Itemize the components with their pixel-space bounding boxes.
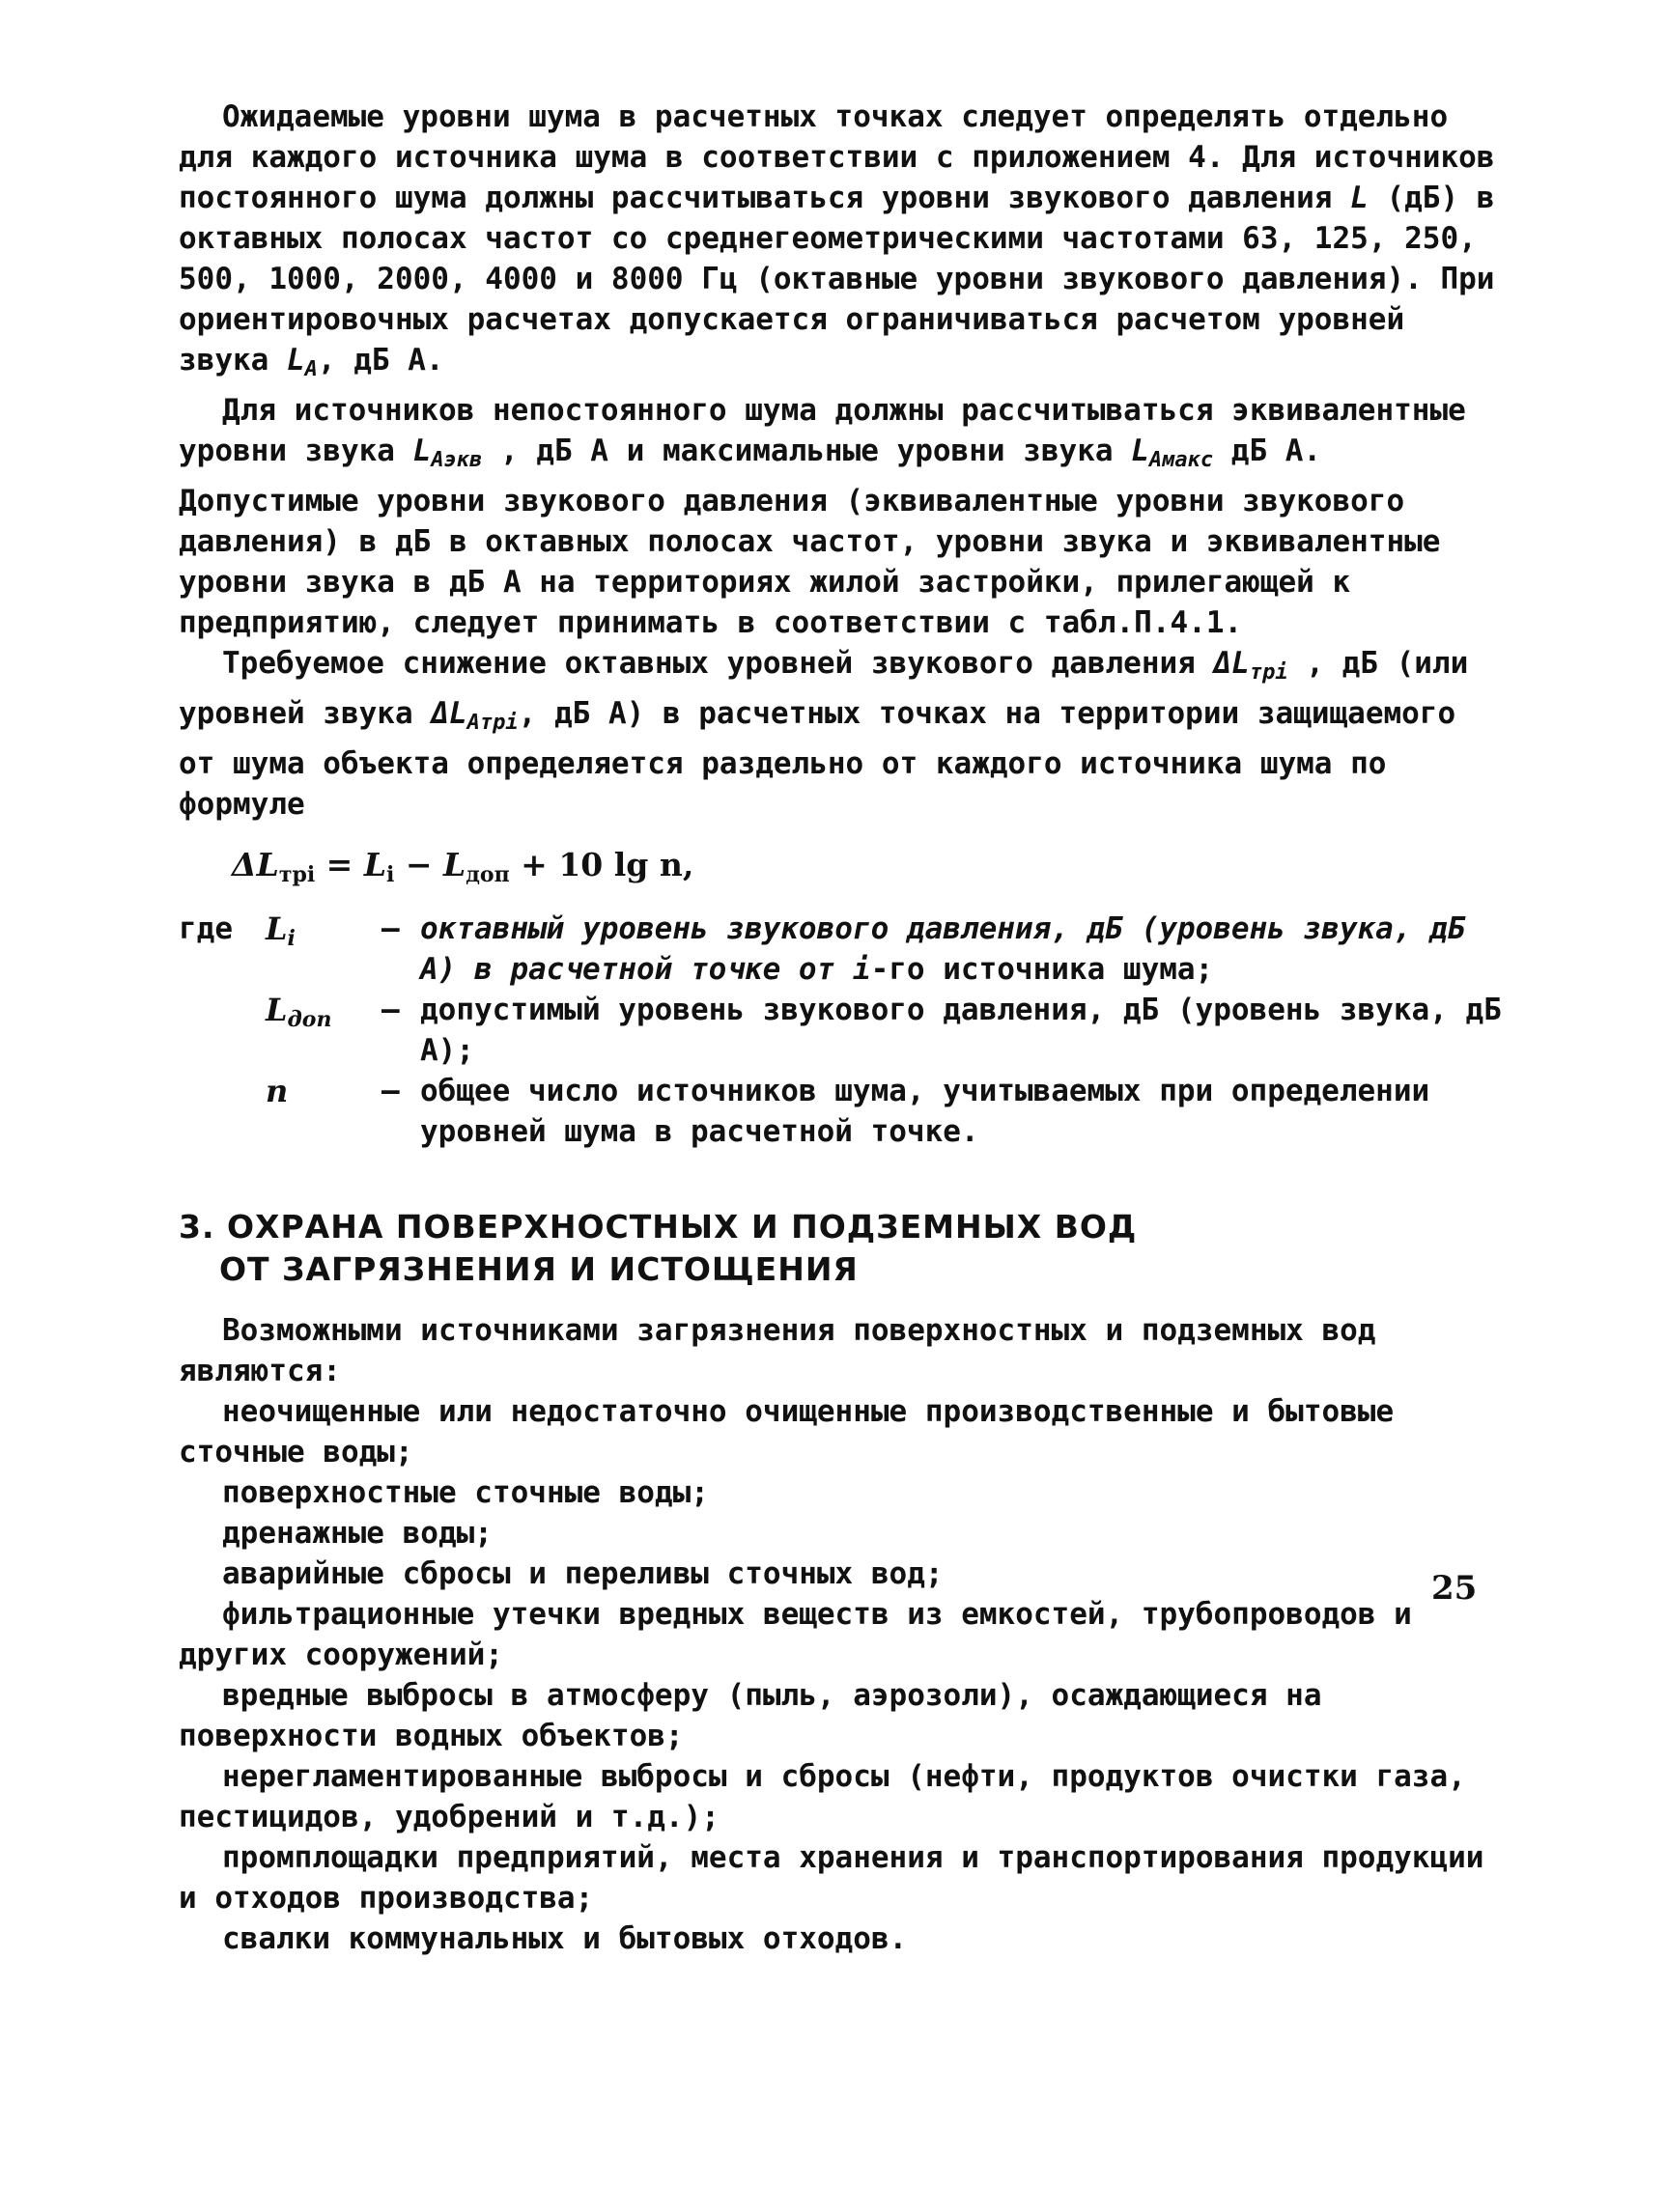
symbol-LAekv: $L_{Аэкв}$ (412, 434, 483, 472)
legend-text: общее число источников шума, учитываемых при определении уровней шума в расчетной точке. (420, 1074, 1430, 1149)
legend-label: где (179, 911, 233, 946)
pollution-sources-list (179, 1391, 1507, 1959)
symbol-dLAtri: $\Delta L_{Атрi}$ (431, 696, 519, 735)
page-number: 25 (1431, 1569, 1478, 1608)
legend-text: допустимый уровень звукового давления, дБ (уровень звука, дБ А); (420, 993, 1502, 1068)
list-item: свалки коммунальных и бытовых отходов. (222, 1921, 908, 1956)
legend-symbol: $L_i$ (266, 910, 296, 951)
symbol-L: L (1350, 181, 1369, 215)
paragraph-required-reduction: Требуемое снижение октавных уровней звукового давления $\Delta L_{трi}$ , дБ (или уровней звука $\Delta L_{Атрi}$, дБ А) в расчетных точках на территории защищаемого от шума объекта определяется раздельно от каждого источника шума по формуле (179, 646, 1469, 822)
list-item: нерегламентированные выбросы и сбросы (нефти, продуктов очистки газа, пестицидов, удобрений и т.д.); (179, 1759, 1466, 1834)
legend-row: где $L_i$ – октавный уровень звукового давления, дБ (уровень звука, дБ А) в расчетной точке от i-го источника шума; (179, 909, 1507, 990)
symbol-LA: $L_A$ (287, 343, 318, 381)
list-item: фильтрационные утечки вредных веществ из емкостей, трубопроводов и других сооружений; (179, 1597, 1412, 1672)
list-item: дренажные воды; (222, 1516, 493, 1551)
list-item: промплощадки предприятий, места хранения и транспортирования продукции и отходов производства; (179, 1840, 1484, 1916)
legend-text: октавный уровень звукового давления, дБ (уровень звука, дБ А) в расчетной точке от i-го источника шума; (420, 911, 1466, 987)
paragraph-noise-levels: Ожидаемые уровни шума в расчетных точках следует определять отдельно для каждого источника шума в соответствии с приложением 4. Для источников постоянного шума должны рассчитываться уровни звукового давления L (дБ) в октавных полосах частот со среднегеометрическими частотами 63, 125, 250, 500, 1000, 2000, 4000 и 8000 Гц (октавные уровни звукового давления). При ориентировочных расчетах допускается ограничиваться расчетом уровней звука $L_A$, дБ А. (179, 99, 1495, 381)
section-heading: 3. ОХРАНА ПОВЕРХНОСТНЫХ И ПОДЗЕМНЫХ ВОД ОТ ЗАГРЯЗНЕНИЯ И ИСТОЩЕНИЯ (179, 1208, 1138, 1288)
list-item: неочищенные или недостаточно очищенные производственные и бытовые сточные воды; (179, 1394, 1395, 1470)
legend-row: n – общее число источников шума, учитываемых при определении уровней шума в расчетной точке. (179, 1071, 1507, 1152)
legend-symbol: n (266, 1073, 289, 1109)
list-item: поверхностные сточные воды; (222, 1475, 709, 1510)
paragraph-nonconstant-noise: Для источников непостоянного шума должны рассчитываться эквивалентные уровни звука $L_{Аэкв}$ , дБ А и максимальные уровни звука $L_{Амакс}$ дБ А. Допустимые уровни звукового давления (эквивалентные уровни звукового давления) в дБ в октавных полосах частот, уровни звука и эквивалентные уровни звука в дБ А на территориях жилой застройки, прилегающей к предприятию, следует принимать в соответствии с табл.П.4.1. (179, 393, 1466, 640)
legend-row: $L_{доп}$ – допустимый уровень звукового давления, дБ (уровень звука, дБ А); (179, 990, 1507, 1071)
symbol-LAmaks: $L_{Амакс}$ (1131, 434, 1214, 472)
formula: $\Delta L_{трi} = L_i - L_{доп} + 10$ lg n, (232, 846, 694, 887)
list-item: вредные выбросы в атмосферу (пыль, аэрозоли), осаждающиеся на поверхности водных объектов; (179, 1678, 1322, 1753)
legend-symbol: $L_{доп}$ (266, 992, 332, 1032)
document-page (179, 97, 1507, 1959)
symbol-dLtri: $\Delta L_{трi}$ (1213, 646, 1288, 685)
list-intro: Возможными источниками загрязнения поверхностных и подземных вод являются: (179, 1313, 1376, 1388)
list-item: аварийные сбросы и переливы сточных вод; (222, 1556, 944, 1591)
formula-legend (179, 909, 1507, 1152)
